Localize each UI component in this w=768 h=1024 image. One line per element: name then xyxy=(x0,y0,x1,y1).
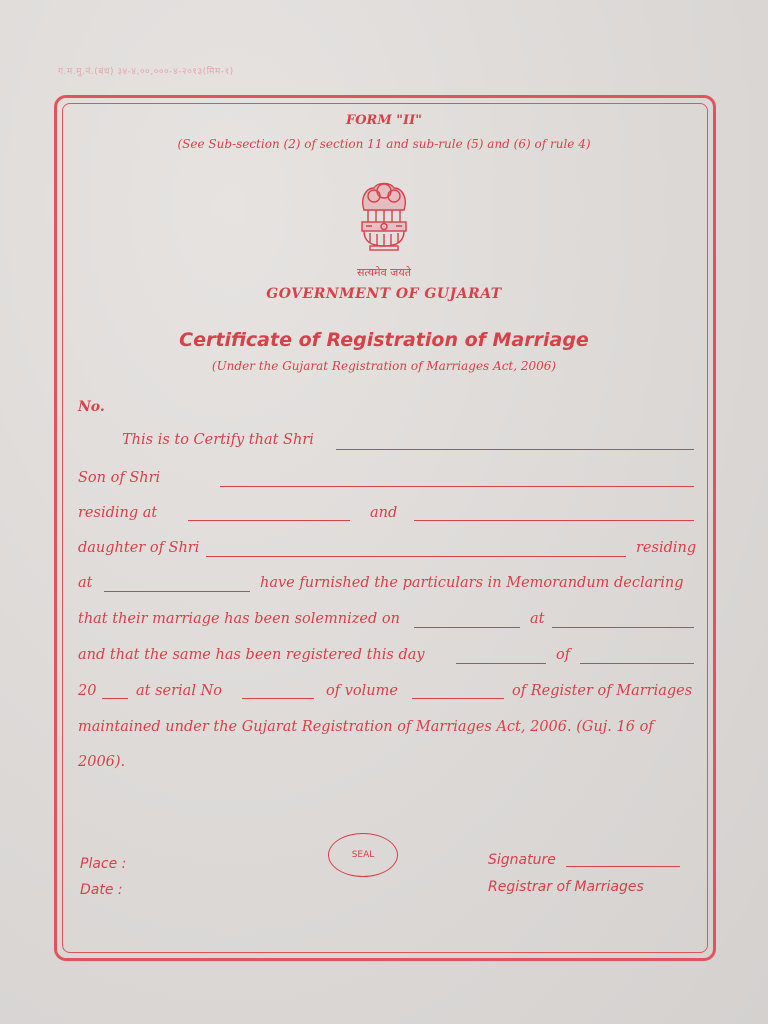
act-year-text: 2006). xyxy=(78,754,126,770)
registrar-label: Registrar of Marriages xyxy=(488,879,644,895)
form-title: FORM "II" xyxy=(346,113,422,128)
signature-label: Signature xyxy=(488,852,556,868)
solemnized-text: that their marriage has been solemnized on xyxy=(78,611,400,627)
groom-father-field[interactable] xyxy=(220,486,694,487)
print-code: ग.म.मु.नं.(बंध) ३४-४,००,०००-४-२०१३(मिम-१) xyxy=(58,67,234,77)
certificate-title: Certificate of Registration of Marriage xyxy=(179,329,589,351)
bride-father-field[interactable] xyxy=(206,556,626,557)
solemnized-at-text: at xyxy=(530,611,545,627)
certificate-subtitle: (Under the Gujarat Registration of Marriages Act, 2006) xyxy=(211,359,557,373)
of-text: of xyxy=(556,647,571,663)
registered-day-field[interactable] xyxy=(456,663,546,664)
certify-shri-text: This is to Certify that Shri xyxy=(122,432,314,448)
seal-stamp xyxy=(328,833,398,877)
solemnized-date-field[interactable] xyxy=(414,627,520,628)
ashoka-emblem-icon xyxy=(350,176,418,266)
government-name: GOVERNMENT OF GUJARAT xyxy=(266,286,502,302)
signature-field[interactable] xyxy=(566,866,680,867)
seal-label: SEAL xyxy=(351,850,375,860)
serial-number-field[interactable] xyxy=(242,698,314,699)
act-reference-text: maintained under the Gujarat Registration of Marriages Act, 2006. (Guj. 16 of xyxy=(78,719,654,735)
son-of-shri-text: Son of Shri xyxy=(78,470,161,486)
year-field[interactable] xyxy=(102,698,128,699)
volume-text: of volume xyxy=(326,683,398,699)
and-text: and xyxy=(370,505,398,521)
serial-no-text: at serial No xyxy=(136,683,222,699)
certificate-number-label: No. xyxy=(78,399,105,415)
bride-address-field[interactable] xyxy=(104,591,250,592)
groom-name-field[interactable] xyxy=(336,449,694,450)
memorandum-text: have furnished the particulars in Memorandum declaring xyxy=(260,575,684,591)
at-text: at xyxy=(78,575,93,591)
bride-name-field[interactable] xyxy=(414,520,694,521)
solemnized-place-field[interactable] xyxy=(552,627,694,628)
groom-residing-text: residing at xyxy=(78,505,158,521)
registered-day-text: and that the same has been registered this day xyxy=(78,647,425,663)
registered-month-field[interactable] xyxy=(580,663,694,664)
national-motto: सत्यमेव जयते xyxy=(356,266,411,279)
date-label: Date : xyxy=(80,882,123,898)
daughter-of-shri-text: daughter of Shri xyxy=(78,540,200,556)
bride-residing-text: residing xyxy=(636,540,697,556)
year-prefix-text: 20 xyxy=(78,683,97,699)
register-of-marriages-text: of Register of Marriages xyxy=(512,683,693,699)
place-label: Place : xyxy=(80,856,127,872)
volume-field[interactable] xyxy=(412,698,504,699)
groom-address-field[interactable] xyxy=(188,520,350,521)
form-subtitle: (See Sub-section (2) of section 11 and sub-rule (5) and (6) of rule 4) xyxy=(177,137,591,151)
